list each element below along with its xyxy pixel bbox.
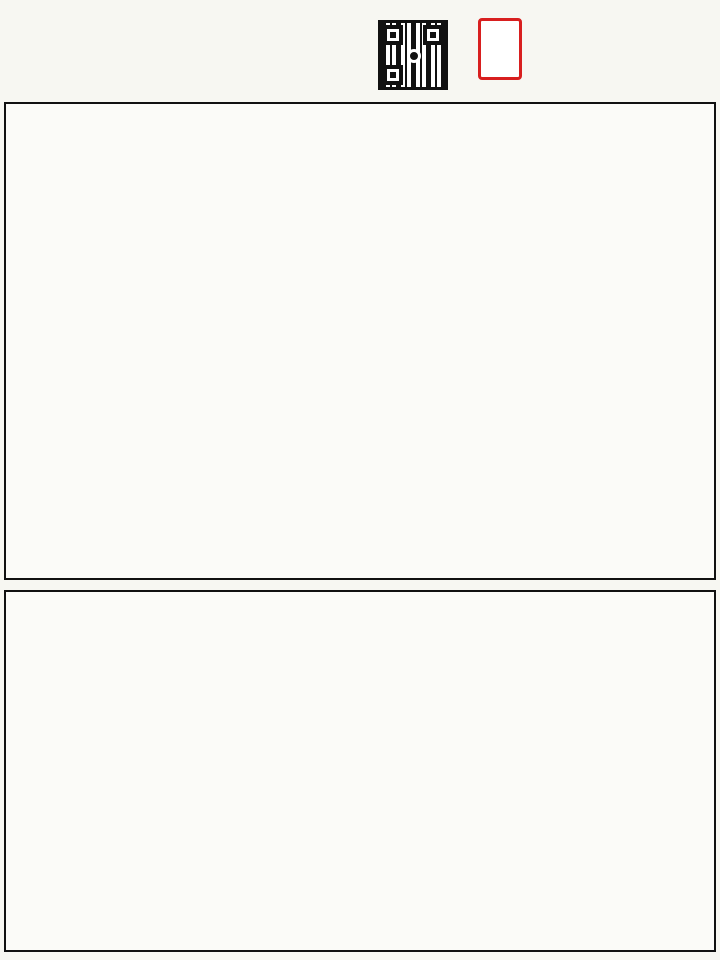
qr-code-icon bbox=[378, 20, 448, 90]
chart-header bbox=[12, 8, 20, 27]
chart-grid bbox=[4, 102, 716, 580]
seal-stamp-icon bbox=[478, 18, 522, 80]
gender-row bbox=[12, 8, 20, 27]
annual-luck-table bbox=[4, 590, 716, 952]
